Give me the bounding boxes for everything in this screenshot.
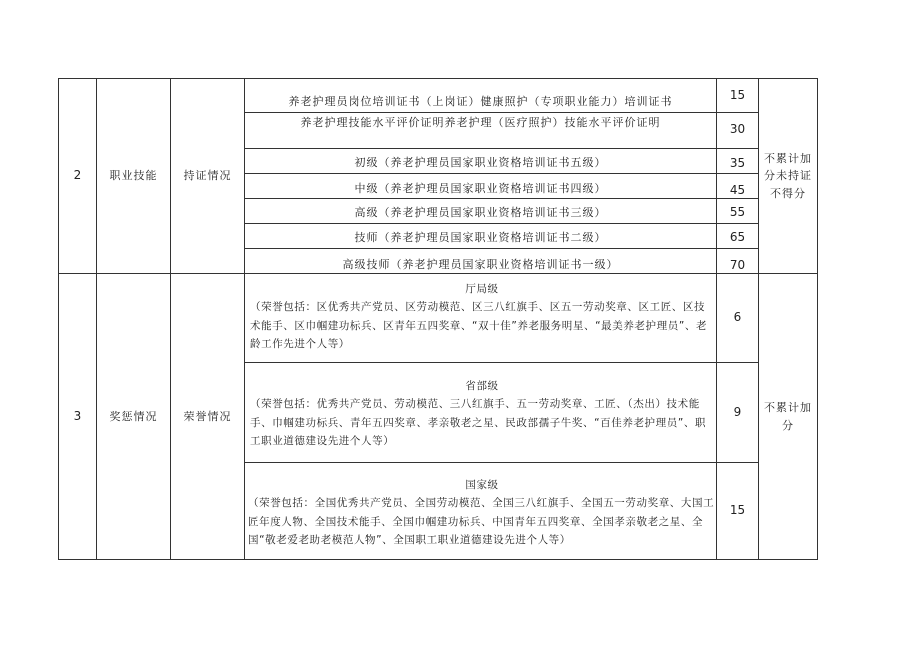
- scoring-table: [58, 78, 818, 560]
- rule: [58, 559, 818, 560]
- item-score: 65: [729, 229, 746, 244]
- item-score: 9: [733, 404, 742, 419]
- item-text: 养老护理员岗位培训证书（上岗证）健康照护（专项职业能力）培训证书: [288, 95, 673, 109]
- honor-description: （荣誉包括：区优秀共产党员、区劳动模范、区三八红旗手、区五一劳动奖章、区工匠、区技术能手、区巾帼建功标兵、区青年五四奖章、“双十佳”养老服务明星、“最美养老护理员”、老龄工作先进个人等）: [250, 301, 708, 351]
- rule: [244, 248, 758, 249]
- item-text: 中级（养老护理员国家职业资格培训证书四级）: [354, 182, 607, 196]
- rule: [244, 173, 758, 174]
- honor-description: （荣誉包括：全国优秀共产党员、全国劳动模范、全国三八红旗手、全国五一劳动奖章、大国工匠年度人物、全国技术能手、全国巾帼建功标兵、中国青年五四奖章、全国孝亲敬老之星、全国“敬老爱老助老模范人物”、全国职工职业道德建设先进个人等）: [248, 497, 715, 547]
- honor-description: （荣誉包括：优秀共产党员、劳动模范、三八红旗手、五一劳动奖章、工匠、（杰出）技术能手、巾帼建功标兵、青年五四奖章、孝亲敬老之星、民政部孺子牛奖、“百佳养老护理员”、职工职业道德建设先进个人等）: [250, 398, 707, 448]
- rule: [244, 78, 245, 560]
- item-text: 高级技师（养老护理员国家职业资格培训证书一级）: [342, 258, 619, 272]
- item-score: 30: [729, 122, 746, 137]
- item-score: 45: [729, 183, 746, 198]
- note-text: 不累计加分未持证不得分: [764, 151, 812, 200]
- subcategory-label: 持证情况: [183, 169, 232, 183]
- item-text: 初级（养老护理员国家职业资格培训证书五级）: [354, 156, 607, 170]
- honor-entry: [250, 280, 714, 360]
- rule: [244, 362, 758, 363]
- rule: [244, 462, 758, 463]
- category-label: 奖惩情况: [109, 409, 158, 423]
- subcategory-label: 荣誉情况: [183, 409, 232, 423]
- note-text: 不累计加分: [764, 400, 812, 432]
- item-score: 35: [729, 155, 746, 170]
- honor-entry: [250, 377, 714, 461]
- item-score: 6: [733, 310, 742, 325]
- section-number: 2: [73, 168, 82, 183]
- rule: [244, 223, 758, 224]
- item-score: 70: [729, 258, 746, 273]
- honor-level: 厅局级: [465, 283, 499, 295]
- item-text: 高级（养老护理员国家职业资格培训证书三级）: [354, 205, 607, 219]
- rule: [817, 78, 818, 560]
- honor-level: 国家级: [465, 479, 499, 491]
- honor-entry: [248, 476, 716, 558]
- item-score: 15: [729, 88, 746, 103]
- section-number: 3: [73, 408, 82, 423]
- item-text: 技师（养老护理员国家职业资格培训证书二级）: [354, 230, 607, 244]
- rule: [244, 148, 758, 149]
- category-label: 职业技能: [109, 169, 158, 183]
- rule: [244, 198, 758, 199]
- item-score: 55: [729, 204, 746, 219]
- honor-level: 省部级: [465, 380, 499, 392]
- item-text: 养老护理技能水平评价证明养老护理（医疗照护）技能水平评价证明: [300, 116, 661, 130]
- item-score: 15: [729, 503, 746, 518]
